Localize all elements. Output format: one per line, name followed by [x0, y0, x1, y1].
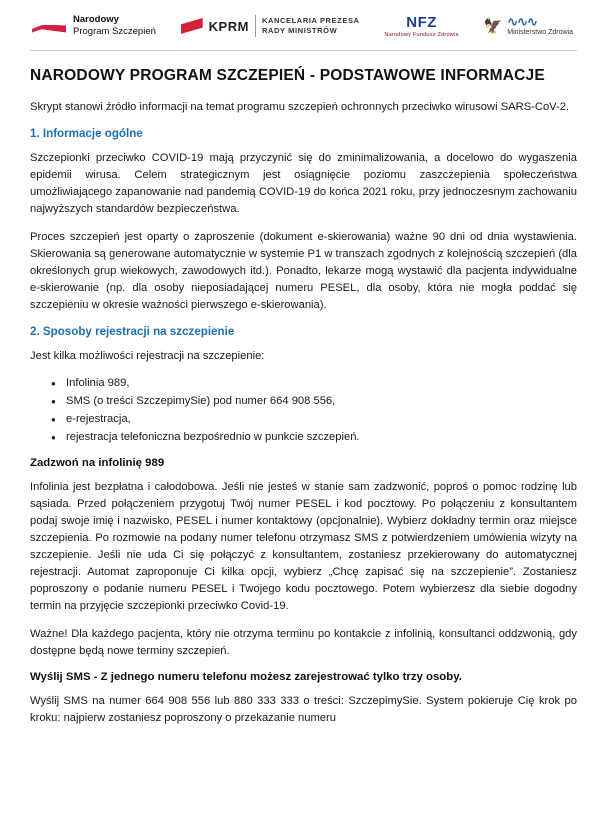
section1-paragraph-2: Proces szczepień jest oparty o zaproszenie (dokument e-skierowania) ważne 90 dni od dnia wystawienia. Skierowania są generowane automatycznie w systemie P1 w transzach zgodnych z kolejnością szczepień (dla określonych grup wiekowych, zawodowych itd.). Ponadto, lekarze mogą wystawić dla pacjenta indywidualne e-skierowanie (np. dla osoby nieposiadającej numeru PESEL, dla osoby, która nie mogła poddać się szczepieniu w okresie ważności pierwszego e-skierowania).: [30, 231, 577, 311]
logo-kprm: [181, 15, 360, 37]
list-item: ● SMS (o treści SzczepimySie) pod numer 664 908 556,: [66, 393, 577, 410]
kprm-wordmark: KPRM: [208, 18, 249, 34]
intro-paragraph: Skrypt stanowi źródło informacji na temat programu szczepień ochronnych przeciwko wirusowi SARS-CoV-2.: [30, 101, 570, 113]
sms-paragraph-1: Wyślij SMS na numer 664 908 556 lub 880 333 333 o treści: SzczepimySie. System pokieruje Cię krok po kroku: najpierw zostaniesz poproszony o przekazanie numeru: [30, 695, 577, 724]
document-body: [30, 51, 577, 727]
mz-wave-icon: ∿∿∿: [507, 13, 537, 29]
kprm-subtitle-line2: RADY MINISTRÓW: [261, 26, 338, 35]
section-heading-informacje-ogolne: 1. Informacje ogólne: [30, 127, 143, 140]
kprm-subtitle: [262, 16, 360, 36]
page-title: NARODOWY PROGRAM SZCZEPIEŃ - PODSTAWOWE INFORMACJE: [30, 67, 545, 84]
list-item: ● rejestracja telefoniczna bezpośrednio w punkcie szczepień.: [66, 429, 577, 446]
nfz-subtitle: Narodowy Fundusz Zdrowia: [384, 32, 459, 38]
logo-nfz: [384, 14, 458, 38]
section2-lead: Jest kilka możliwości rejestracji na szczepienie:: [30, 350, 265, 362]
subsection-heading-sms: Wyślij SMS - Z jednego numeru telefonu możesz zarejestrować tylko trzy osoby.: [30, 671, 462, 683]
section-heading-sposoby-rejestracji: 2. Sposoby rejestracji na szczepienie: [30, 325, 235, 338]
registration-methods-list: [30, 375, 577, 446]
logo-narodowy-line2: Program Szczepień: [73, 26, 156, 37]
logo-narodowy-line1: Narodowy: [73, 14, 119, 25]
list-item: ● e-rejestracja,: [66, 411, 577, 428]
eagle-icon: 🦅: [483, 17, 503, 35]
polish-flag-icon: [32, 16, 66, 37]
subsection-heading-infolinia: Zadzwoń na infolinię 989: [30, 457, 165, 469]
logo-narodowy-text: [73, 14, 156, 38]
nfz-wordmark: NFZ: [406, 14, 437, 31]
list-item: ● Infolinia 989,: [66, 375, 577, 392]
section1-paragraph-1: Szczepionki przeciwko COVID-19 mają przyczynić się do zminimalizowania, a docelowo do wygaszenia epidemii wirusa. Celem strategicznym jest osiągnięcie poziomu zaszczepienia społeczeństwa umożliwiającego zapanowanie nad pandemią COVID-19 do końca 2021 roku, przy jednoczesnym zachowaniu najwyższych standardów bezpieczeństwa.: [30, 152, 577, 215]
mz-subtitle: Ministerstwo Zdrowia: [507, 28, 573, 36]
infolinia-paragraph-1: Infolinia jest bezpłatna i całodobowa. Jeśli nie jesteś w stanie sam zadzwonić, poproś o pomoc rodzinę lub sąsiada. Przed połączeniem przygotuj Twój numer PESEL i kod pocztowy. Po połączeniu z konsultantem podaj swoje imię i nazwisko, PESEL i numer kontaktowy (opcjonalnie). Wybierz dokładny termin oraz miejsce szczepienia. Po rozmowie na podany numer telefonu otrzymasz SMS z potwierdzeniem umówienia wizyty na szczepienie. Jeśli nie uda Ci się połączyć z konsultantem, zostaniesz przekierowany do automatycznej rejestracji. Automat zaproponuje Ci kilka opcji, wybierz „Chcę zapisać się na szczepienie”. Zostaniesz poproszony o podanie numeru PESEL i Twojego kodu pocztowego. Potem wybierzesz dla siebie dogodny termin na przyjęcie szczepionki przeciwko Covid-19.: [30, 481, 577, 612]
mz-text: [507, 13, 573, 36]
infolinia-paragraph-2: Ważne! Dla każdego pacjenta, który nie otrzyma terminu po kontakcie z infolinią, konsultanci oddzwonią, gdy dostępne będą nowe terminy szczepień.: [30, 628, 577, 657]
logo-ministerstwo-zdrowia: [483, 13, 573, 36]
kprm-subtitle-line1: KANCELARIA PREZESA: [261, 16, 360, 25]
kprm-divider: [255, 15, 256, 37]
logo-header: [30, 0, 577, 48]
logo-narodowy-program-szczepien: [32, 14, 156, 38]
kprm-flag-icon: [181, 18, 203, 34]
